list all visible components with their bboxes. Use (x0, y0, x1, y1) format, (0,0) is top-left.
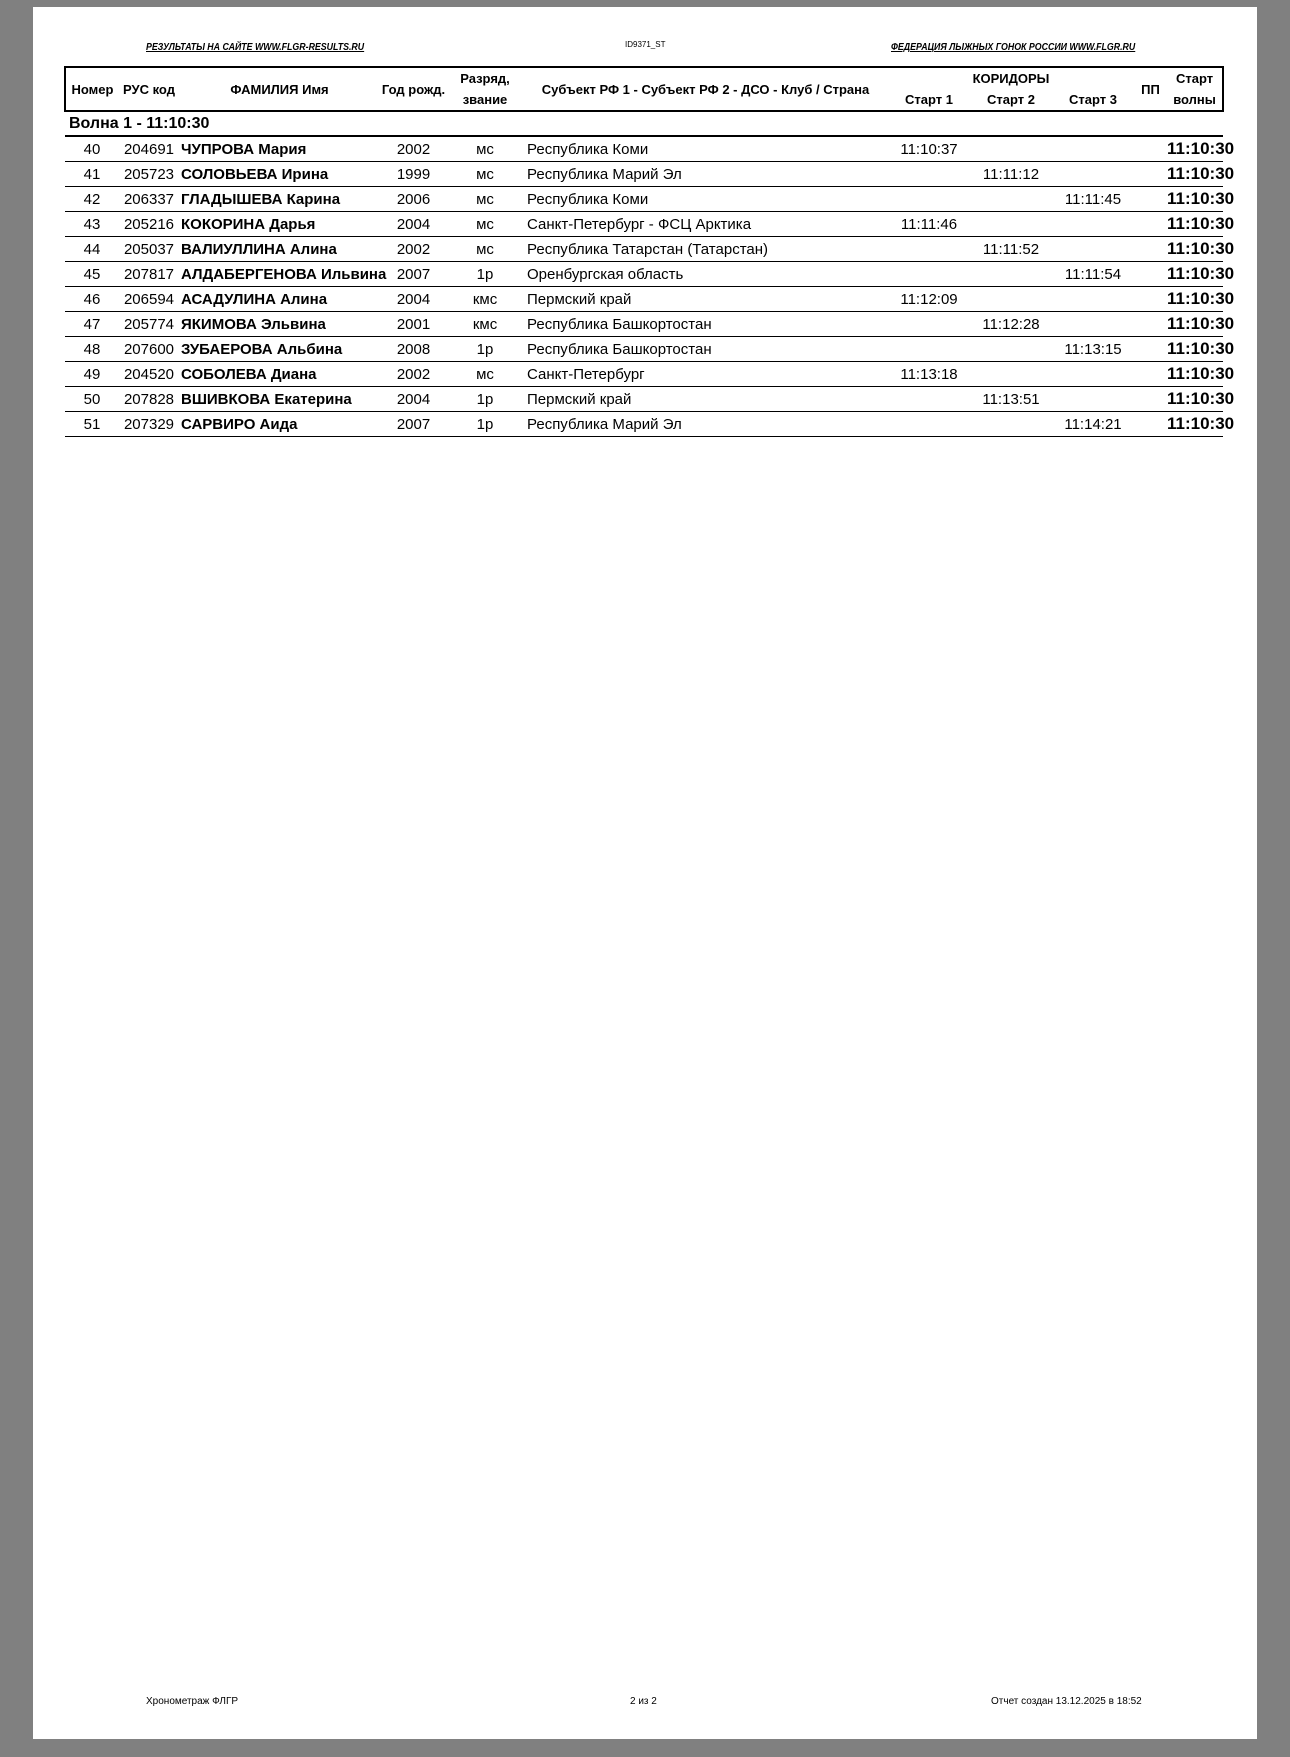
col-rank-line2: звание (447, 89, 523, 111)
birth-year: 2008 (380, 337, 447, 362)
region: Пермский край (523, 387, 888, 412)
rus-code: 206594 (119, 287, 179, 312)
start3-time: 11:11:54 (1052, 262, 1134, 287)
bib-number: 40 (65, 136, 119, 162)
bib-number: 42 (65, 187, 119, 212)
start1-time (888, 262, 970, 287)
pp (1134, 362, 1167, 387)
pp (1134, 412, 1167, 437)
start2-time (970, 187, 1052, 212)
pp (1134, 136, 1167, 162)
region: Республика Марий Эл (523, 162, 888, 187)
start1-time (888, 237, 970, 262)
birth-year: 1999 (380, 162, 447, 187)
start3-time (1052, 387, 1134, 412)
rank: мс (447, 187, 523, 212)
start2-time: 11:12:28 (970, 312, 1052, 337)
start3-time (1052, 212, 1134, 237)
col-birth-year: Год рожд. (380, 67, 447, 111)
rus-code: 204691 (119, 136, 179, 162)
bib-number: 47 (65, 312, 119, 337)
start1-time (888, 162, 970, 187)
birth-year: 2002 (380, 237, 447, 262)
start2-time (970, 262, 1052, 287)
pp (1134, 187, 1167, 212)
start2-time (970, 136, 1052, 162)
start1-time: 11:11:46 (888, 212, 970, 237)
pp (1134, 212, 1167, 237)
region: Республика Башкортостан (523, 312, 888, 337)
rus-code: 207828 (119, 387, 179, 412)
athlete-name: ЯКИМОВА Эльвина (179, 312, 380, 337)
col-corridors: КОРИДОРЫ (888, 67, 1134, 89)
table-row (65, 362, 1223, 387)
wave-start-time: 11:10:30 (1167, 362, 1223, 387)
col-number: Номер (65, 67, 119, 111)
start2-time: 11:11:52 (970, 237, 1052, 262)
wave-start-time: 11:10:30 (1167, 136, 1223, 162)
bib-number: 50 (65, 387, 119, 412)
col-wave-start-line2: волны (1167, 89, 1223, 111)
athlete-name: ЗУБАЕРОВА Альбина (179, 337, 380, 362)
wave-start-time: 11:10:30 (1167, 412, 1223, 437)
table-row (65, 387, 1223, 412)
start3-time (1052, 287, 1134, 312)
wave-title: Волна 1 - 11:10:30 (65, 111, 1223, 136)
rank: 1р (447, 262, 523, 287)
rank: кмс (447, 287, 523, 312)
rank: 1р (447, 412, 523, 437)
bib-number: 44 (65, 237, 119, 262)
pp (1134, 237, 1167, 262)
start1-time (888, 337, 970, 362)
start3-time: 11:14:21 (1052, 412, 1134, 437)
athlete-name: ЧУПРОВА Мария (179, 136, 380, 162)
wave-start-time: 11:10:30 (1167, 237, 1223, 262)
bib-number: 41 (65, 162, 119, 187)
wave-start-time: 11:10:30 (1167, 312, 1223, 337)
region: Республика Марий Эл (523, 412, 888, 437)
bib-number: 43 (65, 212, 119, 237)
col-wave-start-line1: Старт (1167, 67, 1223, 89)
col-pp: ПП (1134, 67, 1167, 111)
start2-time (970, 337, 1052, 362)
start1-time: 11:13:18 (888, 362, 970, 387)
rank: кмс (447, 312, 523, 337)
table-row (65, 262, 1223, 287)
table-row (65, 162, 1223, 187)
rus-code: 205216 (119, 212, 179, 237)
rank: мс (447, 136, 523, 162)
table-row (65, 237, 1223, 262)
table-row (65, 287, 1223, 312)
pp (1134, 262, 1167, 287)
rus-code: 205723 (119, 162, 179, 187)
start2-time (970, 212, 1052, 237)
footer-timing: Хронометраж ФЛГР (146, 1696, 239, 1707)
bib-number: 51 (65, 412, 119, 437)
start1-time (888, 187, 970, 212)
athlete-name: ГЛАДЫШЕВА Карина (179, 187, 380, 212)
start1-time (888, 387, 970, 412)
start-list-table (64, 66, 1235, 437)
region: Республика Башкортостан (523, 337, 888, 362)
wave-start-time: 11:10:30 (1167, 387, 1223, 412)
document-page (33, 7, 1257, 1739)
pp (1134, 287, 1167, 312)
rus-code: 206337 (119, 187, 179, 212)
rank: 1р (447, 337, 523, 362)
birth-year: 2004 (380, 387, 447, 412)
footer-page-number: 2 из 2 (630, 1696, 657, 1707)
pp (1134, 312, 1167, 337)
table-row (65, 337, 1223, 362)
start3-time (1052, 136, 1134, 162)
results-site-link[interactable]: РЕЗУЛЬТАТЫ НА САЙТЕ WWW.FLGR-RESULTS.RU (146, 42, 365, 53)
start2-time (970, 362, 1052, 387)
table-row (65, 212, 1223, 237)
birth-year: 2006 (380, 187, 447, 212)
athlete-name: АСАДУЛИНА Алина (179, 287, 380, 312)
rus-code: 207817 (119, 262, 179, 287)
start1-time: 11:10:37 (888, 136, 970, 162)
wave-start-time: 11:10:30 (1167, 287, 1223, 312)
col-name: ФАМИЛИЯ Имя (179, 67, 380, 111)
bib-number: 45 (65, 262, 119, 287)
birth-year: 2002 (380, 362, 447, 387)
wave-start-time: 11:10:30 (1167, 212, 1223, 237)
rank: мс (447, 162, 523, 187)
region: Республика Коми (523, 187, 888, 212)
athlete-name: СОБОЛЕВА Диана (179, 362, 380, 387)
athlete-name: АЛДАБЕРГЕНОВА Ильвина (179, 262, 380, 287)
rus-code: 205774 (119, 312, 179, 337)
birth-year: 2004 (380, 287, 447, 312)
wave-start-time: 11:10:30 (1167, 262, 1223, 287)
footer-created: Отчет создан 13.12.2025 в 18:52 (991, 1696, 1142, 1707)
col-start1: Старт 1 (888, 89, 970, 111)
start3-time (1052, 362, 1134, 387)
region: Оренбургская область (523, 262, 888, 287)
start3-time: 11:11:45 (1052, 187, 1134, 212)
rus-code: 204520 (119, 362, 179, 387)
start3-time: 11:13:15 (1052, 337, 1134, 362)
col-start2: Старт 2 (970, 89, 1052, 111)
col-region: Субъект РФ 1 - Субъект РФ 2 - ДСО - Клуб / Страна (523, 67, 888, 111)
birth-year: 2007 (380, 412, 447, 437)
region: Санкт-Петербург (523, 362, 888, 387)
start3-time (1052, 312, 1134, 337)
rus-code: 207600 (119, 337, 179, 362)
start2-time: 11:13:51 (970, 387, 1052, 412)
birth-year: 2004 (380, 212, 447, 237)
table-row (65, 412, 1223, 437)
bib-number: 49 (65, 362, 119, 387)
document-id: ID9371_ST (625, 40, 666, 49)
region: Пермский край (523, 287, 888, 312)
athlete-name: КОКОРИНА Дарья (179, 212, 380, 237)
table-row (65, 136, 1223, 162)
rank: мс (447, 237, 523, 262)
col-start3: Старт 3 (1052, 89, 1134, 111)
rus-code: 207329 (119, 412, 179, 437)
start3-time (1052, 162, 1134, 187)
athlete-name: ВШИВКОВА Екатерина (179, 387, 380, 412)
start1-time (888, 412, 970, 437)
birth-year: 2001 (380, 312, 447, 337)
birth-year: 2002 (380, 136, 447, 162)
rank: мс (447, 362, 523, 387)
athlete-name: СОЛОВЬЕВА Ирина (179, 162, 380, 187)
table-row (65, 187, 1223, 212)
start2-time (970, 287, 1052, 312)
start1-time (888, 312, 970, 337)
rus-code: 205037 (119, 237, 179, 262)
federation-site-link[interactable]: ФЕДЕРАЦИЯ ЛЫЖНЫХ ГОНОК РОССИИ WWW.FLGR.RU (891, 42, 1136, 53)
col-rus-code: РУС код (119, 67, 179, 111)
region: Республика Татарстан (Татарстан) (523, 237, 888, 262)
start2-time (970, 412, 1052, 437)
rank: мс (447, 212, 523, 237)
col-rank-line1: Разряд, (447, 67, 523, 89)
region: Санкт-Петербург - ФСЦ Арктика (523, 212, 888, 237)
pp (1134, 337, 1167, 362)
pp (1134, 162, 1167, 187)
athlete-name: САРВИРО Аида (179, 412, 380, 437)
start3-time (1052, 237, 1134, 262)
wave-start-time: 11:10:30 (1167, 162, 1223, 187)
athlete-name: ВАЛИУЛЛИНА Алина (179, 237, 380, 262)
region: Республика Коми (523, 136, 888, 162)
rank: 1р (447, 387, 523, 412)
bib-number: 48 (65, 337, 119, 362)
pp (1134, 387, 1167, 412)
start2-time: 11:11:12 (970, 162, 1052, 187)
table-row (65, 312, 1223, 337)
bib-number: 46 (65, 287, 119, 312)
birth-year: 2007 (380, 262, 447, 287)
wave-start-time: 11:10:30 (1167, 337, 1223, 362)
wave-start-time: 11:10:30 (1167, 187, 1223, 212)
start1-time: 11:12:09 (888, 287, 970, 312)
